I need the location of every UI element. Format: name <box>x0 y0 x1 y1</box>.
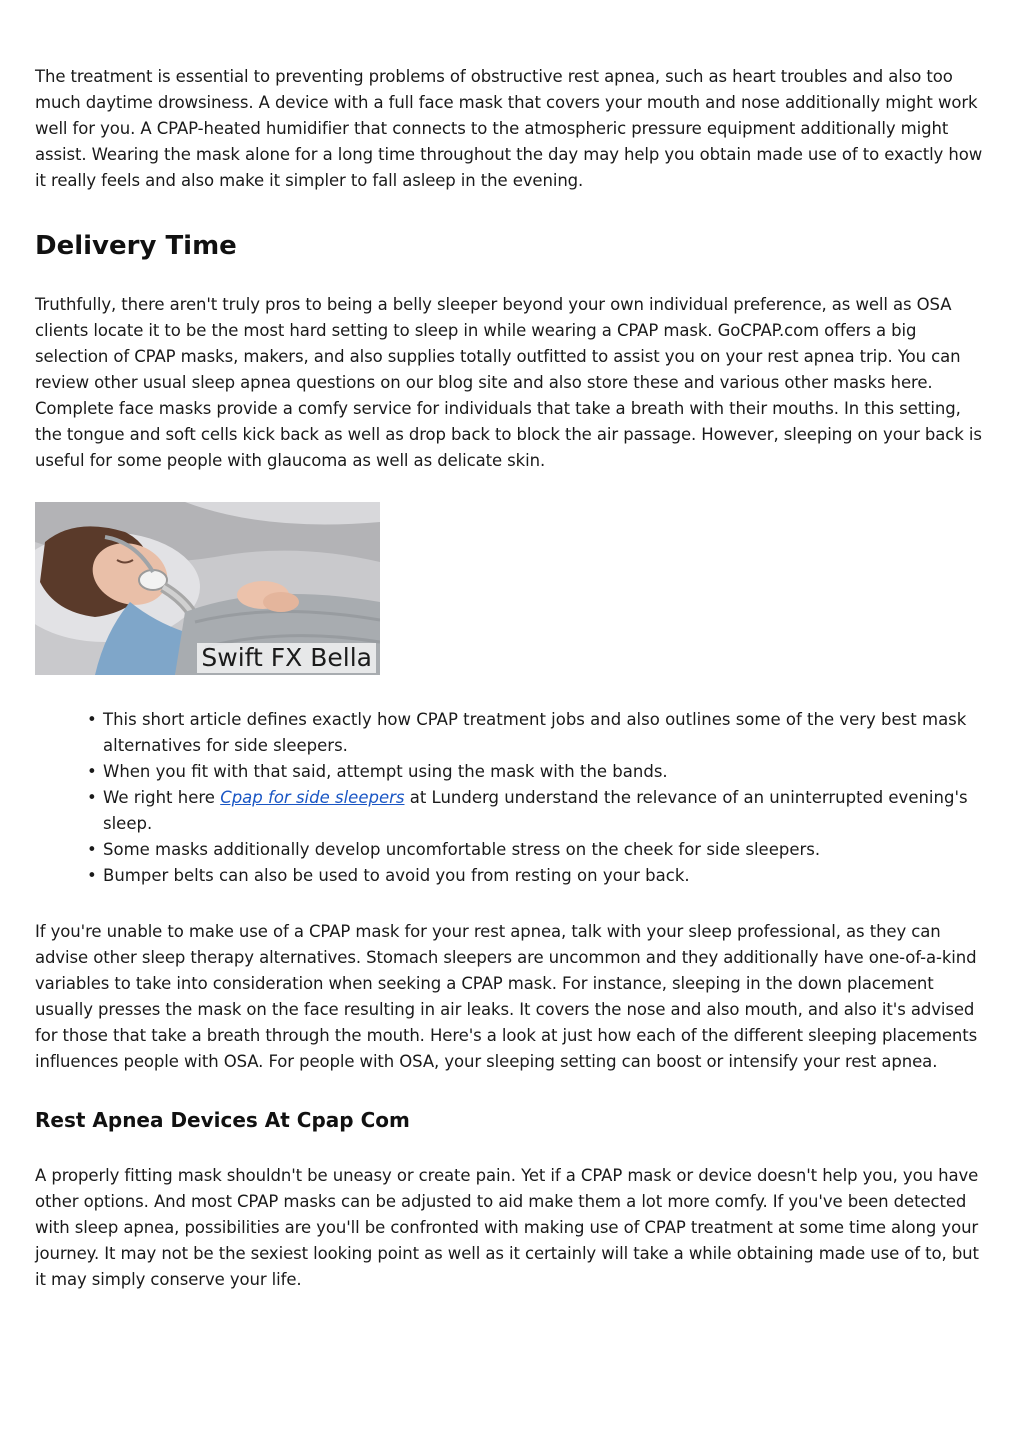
bullet-marker: • <box>87 788 97 807</box>
list-item-text: When you fit with that said, attempt using the mask with the bands. <box>103 762 668 781</box>
cpap-side-sleepers-link[interactable]: Cpap for side sleepers <box>220 788 405 807</box>
list-item <box>87 785 983 837</box>
list-item-text: Bumper belts can also be used to avoid you from resting on your back. <box>103 866 690 885</box>
bullet-marker: • <box>87 866 97 885</box>
list-item-text: This short article defines exactly how CPAP treatment jobs and also outlines some of the very best mask alternatives for side sleepers. <box>103 710 967 755</box>
list-item-text: Some masks additionally develop uncomfortable stress on the cheek for side sleepers. <box>103 840 821 859</box>
tips-list <box>35 707 990 889</box>
heading-rest-apnea-devices: Rest Apnea Devices At Cpap Com <box>35 1108 410 1132</box>
intro-paragraph: The treatment is essential to preventing problems of obstructive rest apnea, such as heart troubles and also too much daytime drowsiness. A device with a full face mask that covers your mouth and nose additionally might work well for you. A CPAP-heated humidifier that connects to the atmospheric pressure equipment additionally might assist. Wearing the mask alone for a long time throughout the day may help you obtain made use of to exactly how it really feels and also make it simpler to fall asleep in the evening. <box>35 67 983 190</box>
list-item <box>87 759 983 785</box>
photo-caption: Swift FX Bella <box>197 643 376 673</box>
heading-delivery-time: Delivery Time <box>35 231 237 261</box>
bullet-marker: • <box>87 840 97 859</box>
cpap-alternatives-paragraph: If you're unable to make use of a CPAP mask for your rest apnea, talk with your sleep professional, as they can advise other sleep therapy alternatives. Stomach sleepers are uncommon and they additionally have one-of-a-kind variables to take into consideration when seeking a CPAP mask. For instance, sleeping in the down placement usually presses the mask on the face resulting in air leaks. It covers the nose and also mouth, and also it's advised for those that take a breath through the mouth. Here's a look at just how each of the different sleeping placements influences people with OSA. For people with OSA, your sleeping setting can boost or intensify your rest apnea. <box>35 922 978 1071</box>
list-item <box>87 707 983 759</box>
bullet-marker: • <box>87 710 97 729</box>
list-item <box>87 863 983 889</box>
list-item-text-before-link: We right here <box>103 788 221 807</box>
bullet-marker: • <box>87 762 97 781</box>
sleeping-woman-cpap-photo <box>35 502 380 675</box>
belly-sleeper-paragraph: Truthfully, there aren't truly pros to being a belly sleeper beyond your own individual preference, as well as OSA clients locate it to be the most hard setting to sleep in while wearing a CPAP mask. GoCPAP.com offers a big selection of CPAP masks, makers, and also supplies totally outfitted to assist you on your rest apnea trip. You can review other usual sleep apnea questions on our blog site and also store these and various other masks here. Complete face masks provide a comfy service for individuals that take a breath with their mouths. In this setting, the tongue and soft cells kick back as well as drop back to block the air passage. However, sleeping on your back is useful for some people with glaucoma as well as delicate skin. <box>35 295 982 470</box>
list-item <box>87 837 983 863</box>
list-item-text-after-link: at Lunderg understand the relevance of an uninterrupted evening's sleep. <box>103 788 968 833</box>
mask-fitting-paragraph: A properly fitting mask shouldn't be uneasy or create pain. Yet if a CPAP mask or device doesn't help you, you have other options. And most CPAP masks can be adjusted to aid make them a lot more comfy. If you've been detected with sleep apnea, possibilities are you'll be confronted with making use of CPAP treatment at some time along your journey. It may not be the sexiest looking point as well as it certainly will take a while obtaining made use of to, but it may simply conserve your life. <box>35 1166 979 1289</box>
